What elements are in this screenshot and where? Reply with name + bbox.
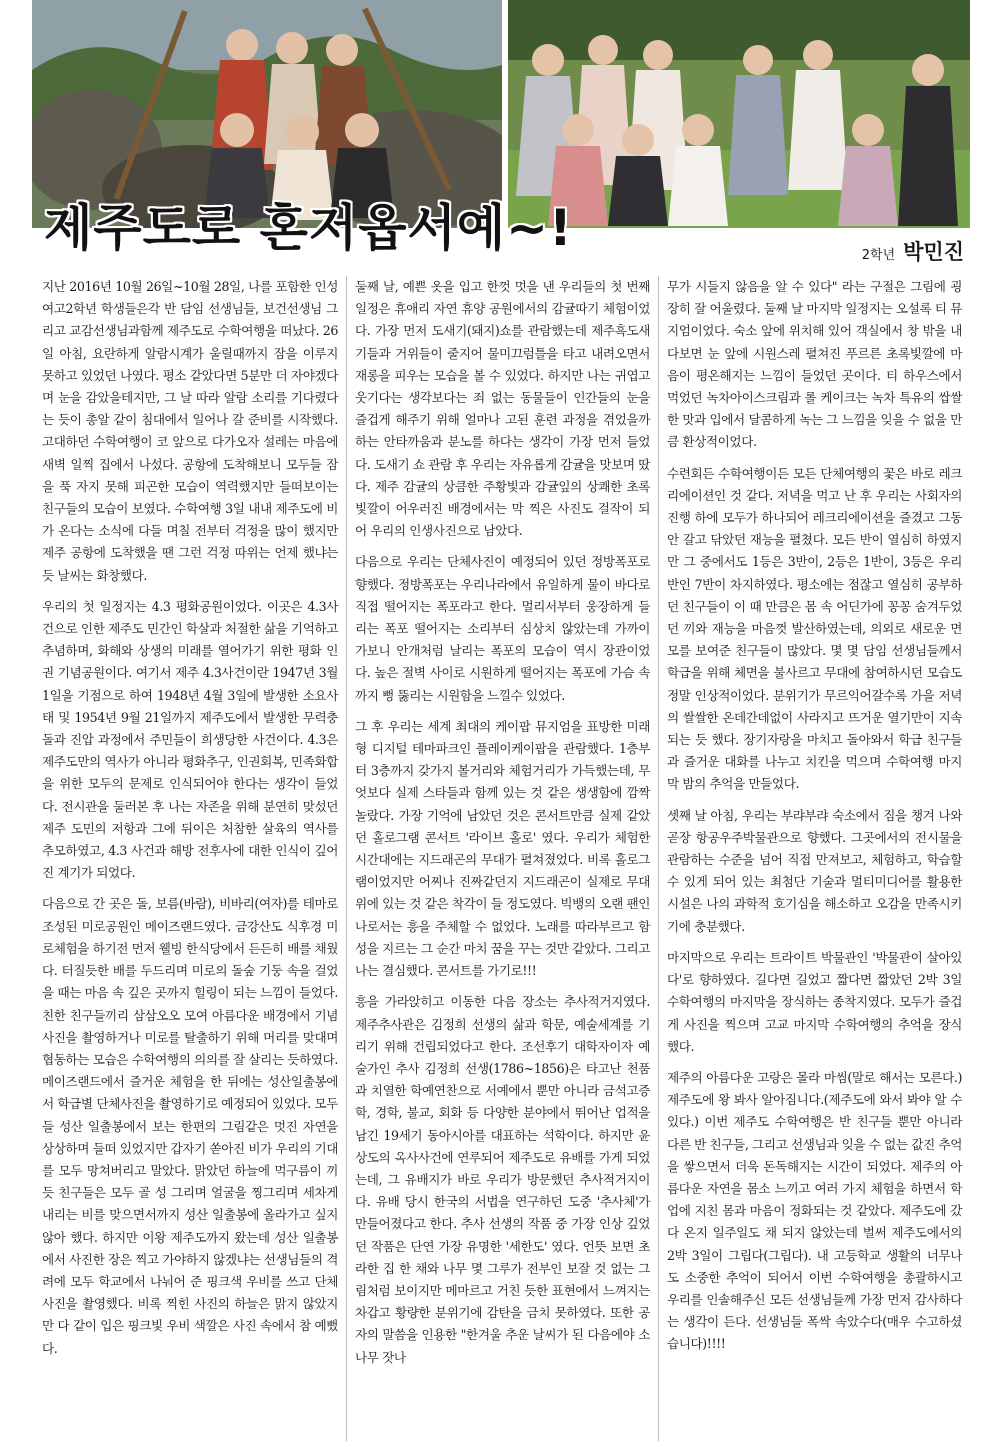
column-1: [34, 276, 346, 1441]
column-3: [658, 276, 970, 1441]
paragraph: 수련회든 수학여행이든 모든 단체여행의 꽃은 바로 레크리에이션인 것 같다. 저녁을 먹고 난 후 우리는 사회자의 진행 하에 모두가 하나되어 레크리에이션을 즐겼고 그동안 갈고 닦았던 재능을 펼쳤다. 모든 반이 열심히 하였지만 그 중에서도 1등은 3반이, 2등은 1반이, 3등은 우리 반인 7반이 차지하였다. 평소에는 점잖고 열심히 공부하던 친구들이 이 때 만큼은 몸 속 어딘가에 꽁꽁 숨겨두었던 끼와 재능을 마음껏 발산하였는데, 의외로 새로운 면모를 보여준 친구들이 많았다. 몇 몇 담임 선생님들께서 학급을 위해 체면을 불사르고 무대에 참여하시던 모습도 정말 인상적이었다. 분위기가 무르익어갈수록 가을 저녁의 쌀쌀한 온데간데없이 사라지고 뜨거운 열기만이 지속되는 듯 했다. 장기자랑을 마치고 돌아와서 학급 친구들과 즐거운 대화를 나누고 치킨을 먹으며 수학여행 마지막 밤의 추억을 만들었다.: [667, 465, 962, 792]
group-photo-garden: [508, 0, 970, 228]
column-2: [346, 276, 658, 1441]
paragraph: 제주의 아름다운 고랑은 몰라 마씸(말로 해서는 모른다.) 제주도에 왕 봐사 알아짐니다.(제주도에 와서 봐야 알 수 있다.) 이번 제주도 수학여행은 반 친구들 뿐만 아니라 다른 반 친구들, 그리고 선생님과 잊을 수 없는 값진 추억을 쌓으면서 더욱 돈독해지는 시간이 되었다. 제주의 아름다운 자연을 몸소 느끼고 여러 가지 체험을 하면서 학업에 지친 몸과 마음이 정화되는 것 같았다. 제주도에 갔다 온지 일주일도 채 되지 않았는데 벌써 제주도에서의 2박 3일이 그립다(그립다). 내 고등학교 생활의 너무나도 소중한 추억이 되어서 이번 수학여행을 총괄하시고 우리를 인솔해주신 모든 선생님들께 가장 먼저 감사하다는 생각이 든다. 선생님들 폭싹 속았수다(매우 수고하셨습니다)!!!!: [667, 1069, 962, 1352]
group-photo-garden-image: [508, 0, 970, 228]
paragraph: 흥을 가라앉히고 이동한 다음 장소는 추사적거지였다. 제주추사관은 김정희 선생의 삶과 학문, 예술세계를 기리기 위해 건립되었다고 한다. 조선후기 대학자이자 예술가인 추사 김정희 선생(1786~1856)은 타고난 천품과 치열한 학예연찬으로 서예에서 뿐만 아니라 금석고증학, 경학, 불교, 회화 등 다양한 분야에서 뛰어난 업적을 남긴 19세기 동아시아를 대표하는 석학이다. 하지만 윤상도의 옥사사건에 연루되어 제주도로 유배를 가게 되었는데, 그 유배지가 바로 우리가 방문했던 추사적거지이다. 유배 당시 한국의 서법을 연구하던 도중 '추사체'가 만들어졌다고 한다. 추사 선생의 작품 중 가장 인상 깊었던 작품은 단연 가장 유명한 '세한도' 였다. 언뜻 보면 초라한 집 한 채와 나무 몇 그루가 전부인 보잘 것 없는 그림처럼 보이지만 메마르고 거친 듯한 표현에서 느껴지는 차갑고 황량한 분위기에 감탄을 금치 못하였다. 또한 공자의 말씀을 인용한 "한겨울 추운 날씨가 된 다음에야 소나무 잣나: [355, 994, 650, 1365]
paragraph: 무가 시들지 않음을 알 수 있다" 라는 구절은 그림에 굉장히 잘 어울렸다. 둘째 날 마지막 일정지는 오설록 티 뮤지엄이었다. 숙소 앞에 위치해 있어 객실에서 창 밖을 내다보면 눈 앞에 시원스레 펼쳐진 푸르른 초록빛깔에 마음이 평온해지는 느낌이 들었던 곳이다. 티 하우스에서 먹었던 녹차아이스크림과 롤 케이크는 녹차 특유의 쌉쌀한 맛과 입에서 달콤하게 녹는 그 느낌을 잊을 수 없을 만큼 환상적이었다.: [667, 279, 962, 450]
paragraph: 지난 2016년 10월 26일~10월 28일, 나를 포함한 인성여고2학년 학생들은각 반 담임 선생님들, 보건선생님 그리고 교감선생님과함께 제주도로 수학여행을 떠났다. 26일 아침, 요란하게 알람시계가 울릴때까지 잠을 이루지 못하고 있었던 나였다. 평소 같았다면 5분만 더 자야겠다며 눈을 감았을테지만, 그 날 따라 알람 소리를 기다렸다는 듯이 총알 같이 침대에서 일어나 갈 준비를 시작했다. 고대하던 수학여행이 코 앞으로 다가오자 설레는 마음에 새벽 일찍 집에서 나섰다. 공항에 도착해보니 모두들 잠을 푹 자지 못해 피곤한 모습이 역력했지만 들떠보이는 친구들의 모습이 보였다. 수학여행 3일 내내 제주도에 비가 온다는 소식에 다들 며칠 전부터 걱정을 많이 했지만 제주 공항에 도착했을 땐 그런 걱정 따위는 언제 했냐는 듯 날씨는 화창했다.: [42, 279, 338, 583]
article-body: [34, 276, 970, 1441]
paragraph: 그 후 우리는 세계 최대의 케이팝 뮤지엄을 표방한 미래형 디지털 테마파크인 플레이케이팝을 관람했다. 1층부터 3층까지 갖가지 볼거리와 체험거리가 가득했는데, 무엇보다 실제 스타들과 함께 있는 것 같은 생생함에 깜짝 놀랐다. 가장 기억에 남았던 것은 콘서트만큼 실제 같았던 홀로그램 콘서트 '라이브 홀로' 였다. 우리가 체험한 시간대에는 지드래곤의 무대가 펼쳐졌었다. 비록 홀로그램이었지만 어찌나 진짜같던지 지드래곤이 실제로 무대 위에 있는 것 같은 착각이 들 정도였다. 빅뱅의 오랜 팬인 나로서는 흥을 주체할 수 없었다. 노래를 따라부르고 함성을 지르는 그 순간 마치 꿈을 꾸는 것만 같았다. 그리고 나는 결심했다. 콘서트를 가기로!!!: [355, 718, 650, 979]
paragraph: 다음으로 간 곳은 돌, 보름(바람), 비바리(여자)를 테마로 조성된 미로공원인 메이즈랜드였다. 금강산도 식후경 미로체험을 하기전 먼저 웰빙 한식당에서 든든히 배를 채웠다. 터질듯한 배를 두드리며 미로의 돌숲 기둥 속을 걸었을 때는 마음 속 깊은 곳까지 힐링이 되는 느낌이 들었다. 친한 친구들끼리 삼삼오오 모여 아름다운 배경에서 기념사진을 촬영하거나 미로를 탈출하기 위해 머리를 맞대며 협동하는 모습은 수학여행의 의의를 잘 살리는 듯하였다. 메이즈랜드에서 즐거운 체험을 한 뒤에는 성산일출봉에서 학급별 단체사진을 촬영하기로 예정되어 있었다. 모두들 성산 일출봉에서 보는 한편의 그림같은 멋진 자연을 상상하며 들떠 있었지만 갑자기 쏟아진 비가 우리의 기대를 모두 망쳐버리고 말았다. 맑았던 하늘에 먹구름이 끼듯 친구들은 모두 골 성 그리며 얼굴을 찡그리며 세차게 내리는 비를 맞으면서까지 성산 일출봉에 올라가고 싶지 않아 했다. 하지만 이왕 제주도까지 왔는데 성산 일출봉에서 사진한 장은 찍고 가야하지 않겠냐는 선생님들의 격려에 모두 학교에서 나눠어 준 핑크색 우비를 쓰고 단체사진을 촬영했다. 비록 찍힌 사진의 하늘은 맑지 않았지만 다 같이 입은 핑크빛 우비 색깔은 사진 속에서 참 예뻤다.: [42, 896, 338, 1356]
article-title: 제주도로 혼저옵서예~!: [44, 199, 573, 257]
author-grade: 2학년: [861, 248, 896, 263]
byline: [862, 236, 964, 266]
paragraph: 우리의 첫 일정지는 4.3 평화공원이었다. 이곳은 4.3사건으로 인한 제주도 민간인 학살과 처절한 삶을 기억하고 추념하며, 화해와 상생의 미래를 열어가기 위한 평화 인권 기념공원이다. 여기서 제주 4.3사건이란 1947년 3월 1일을 기점으로 하여 1948년 4월 3일에 발생한 소요사태 및 1954년 9월 21일까지 제주도에서 발생한 무력충돌과 진압 과정에서 주민들이 희생당한 사건이다. 4.3은 제주도만의 역사가 아니라 평화추구, 인권회복, 민족화합을 위한 모두의 문제로 인식되어야 한다는 생각이 들었다. 전시관을 둘러본 후 나는 자존을 위해 분연히 맞섰던 제주 도민의 저항과 그에 뒤이은 처참한 살육의 역사를 추모하였고, 4.3 사건과 해방 전후사에 대한 인식이 깊어진 계기가 되었다.: [42, 598, 338, 881]
paragraph: 둘째 날, 예쁜 옷을 입고 한껏 멋을 낸 우리들의 첫 번째 일정은 휴애리 자연 휴양 공원에서의 감귤따기 체험이었다. 가장 먼저 도새기(돼지)쇼를 관람했는데 제주흑도새기들과 거위들이 줄지어 물미끄럼틀을 타고 내려오면서 재롱을 피우는 모습을 볼 수 있었다. 하지만 나는 귀엽고 웃기다는 생각보다는 죄 없는 동물들이 인간들의 눈을 즐겁게 해주기 위해 얼마나 고된 훈련 과정을 겪었을까 하는 안타까움과 분노를 하다는 생각이 가장 먼저 들었다. 도새기 쇼 관람 후 우리는 자유롭게 감귤을 맛보며 땄다. 제주 감귤의 상큼한 주황빛과 감귤잎의 상쾌한 초록빛깔이 어우러진 배경에서는 막 찍은 사진도 걸작이 되어 우리의 인생사진으로 남았다.: [355, 279, 650, 539]
paragraph: 셋째 날 아침, 우리는 부랴부랴 숙소에서 짐을 챙겨 나와 곧장 항공우주박물관으로 향했다. 그곳에서의 전시물을 관람하는 수준을 넘어 직접 만져보고, 체험하고, 학습할 수 있게 되어 있는 최첨단 기술과 멀티미디어를 활용한 시설은 나의 과학적 호기심을 해소하고 오감을 만족시키기에 충분했다.: [667, 807, 962, 934]
paragraph: 다음으로 우리는 단체사진이 예정되어 있던 정방폭포로 향했다. 정방폭포는 우리나라에서 유일하게 물이 바다로 직접 떨어지는 폭포라고 한다. 멀리서부터 웅장하게 들리는 폭포 떨어지는 소리부터 심상치 않았는데 가까이 가보니 안개처럼 날리는 폭포의 모습이 역시 장관이었다. 높은 절벽 사이로 시원하게 떨어지는 폭포에 가슴 속까지 뻥 뚫리는 시원함을 느낄수 있었다.: [355, 554, 650, 703]
paragraph: 마지막으로 우리는 트라이트 박물관인 '박물관이 살아있다'로 향하였다. 길다면 길었고 짧다면 짧았던 2박 3일 수학여행의 마지막을 장식하는 종착지였다. 모두가 즐겁게 사진을 찍으며 고교 마지막 수학여행의 추억을 장식했다.: [667, 949, 962, 1054]
author-name: 박민진: [903, 240, 964, 264]
